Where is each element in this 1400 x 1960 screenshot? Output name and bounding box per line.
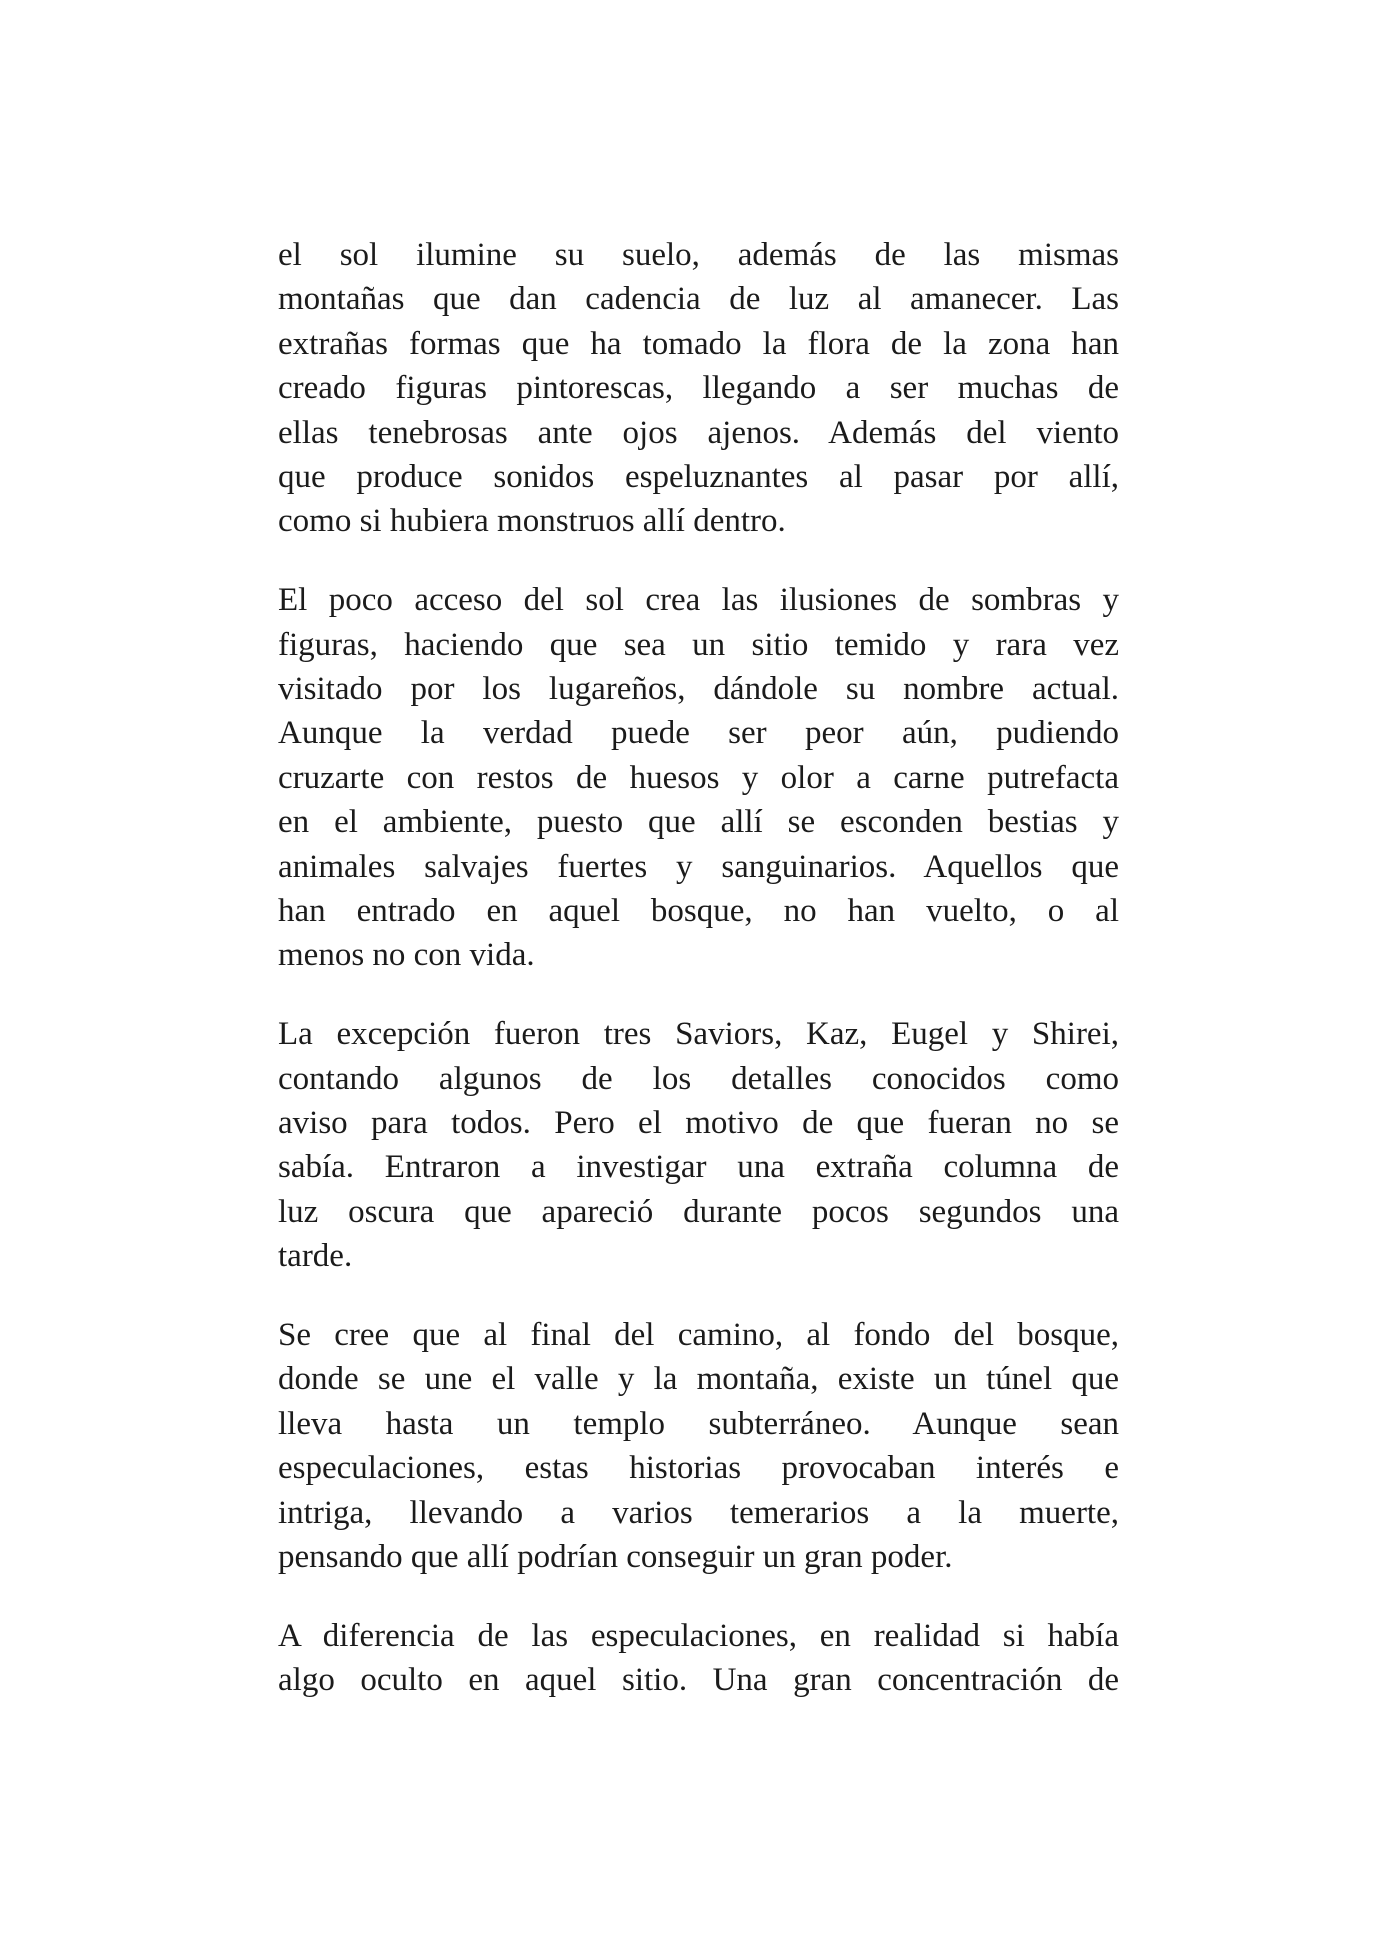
paragraph [278, 1313, 1119, 1579]
paragraph [278, 578, 1119, 978]
text-line: que produce sonidos espeluznantes al pasar por allí, [278, 458, 1119, 495]
text-line: cruzarte con restos de huesos y olor a carne putrefacta [278, 759, 1119, 796]
text-line: Se cree que al final del camino, al fondo del bosque, [278, 1317, 1119, 1354]
text-line: visitado por los lugareños, dándole su nombre actual. [278, 671, 1119, 708]
text-line: lleva hasta un templo subterráneo. Aunque sean [278, 1405, 1119, 1442]
paragraph [278, 1614, 1119, 1703]
text-line: algo oculto en aquel sitio. Una gran concentración de [278, 1662, 1119, 1699]
text-line: montañas que dan cadencia de luz al amanecer. Las [278, 281, 1119, 318]
text-line: animales salvajes fuertes y sanguinarios. Aquellos que [278, 848, 1119, 885]
book-page-text [278, 233, 1119, 1737]
text-line: donde se une el valle y la montaña, existe un túnel que [278, 1361, 1119, 1398]
text-line: sabía. Entraron a investigar una extraña columna de [278, 1149, 1119, 1186]
text-line: especulaciones, estas historias provocaban interés e [278, 1450, 1119, 1487]
text-line: ellas tenebrosas ante ojos ajenos. Además del viento [278, 414, 1119, 451]
text-line: han entrado en aquel bosque, no han vuelto, o al [278, 892, 1119, 929]
text-line: extrañas formas que ha tomado la flora de la zona han [278, 325, 1119, 362]
text-line: El poco acceso del sol crea las ilusiones de sombras y [278, 582, 1119, 619]
paragraph [278, 1012, 1119, 1278]
text-line: La excepción fueron tres Saviors, Kaz, Eugel y Shirei, [278, 1016, 1119, 1053]
text-line: como si hubiera monstruos allí dentro. [278, 503, 786, 540]
text-line: Aunque la verdad puede ser peor aún, pudiendo [278, 715, 1119, 752]
text-line: el sol ilumine su suelo, además de las mismas [278, 237, 1119, 273]
text-line: figuras, haciendo que sea un sitio temido y rara vez [278, 626, 1119, 663]
text-line: menos no con vida. [278, 937, 535, 974]
paragraph [278, 233, 1119, 544]
text-line: creado figuras pintorescas, llegando a ser muchas de [278, 370, 1119, 407]
text-line: tarde. [278, 1238, 353, 1275]
text-line: luz oscura que apareció durante pocos segundos una [278, 1193, 1119, 1230]
text-line: aviso para todos. Pero el motivo de que fueran no se [278, 1105, 1119, 1142]
text-line: A diferencia de las especulaciones, en realidad si había [278, 1617, 1119, 1654]
text-line: en el ambiente, puesto que allí se esconden bestias y [278, 804, 1119, 841]
text-line: pensando que allí podrían conseguir un gran poder. [278, 1539, 953, 1576]
text-line: contando algunos de los detalles conocidos como [278, 1060, 1119, 1097]
text-line: intriga, llevando a varios temerarios a la muerte, [278, 1494, 1119, 1531]
